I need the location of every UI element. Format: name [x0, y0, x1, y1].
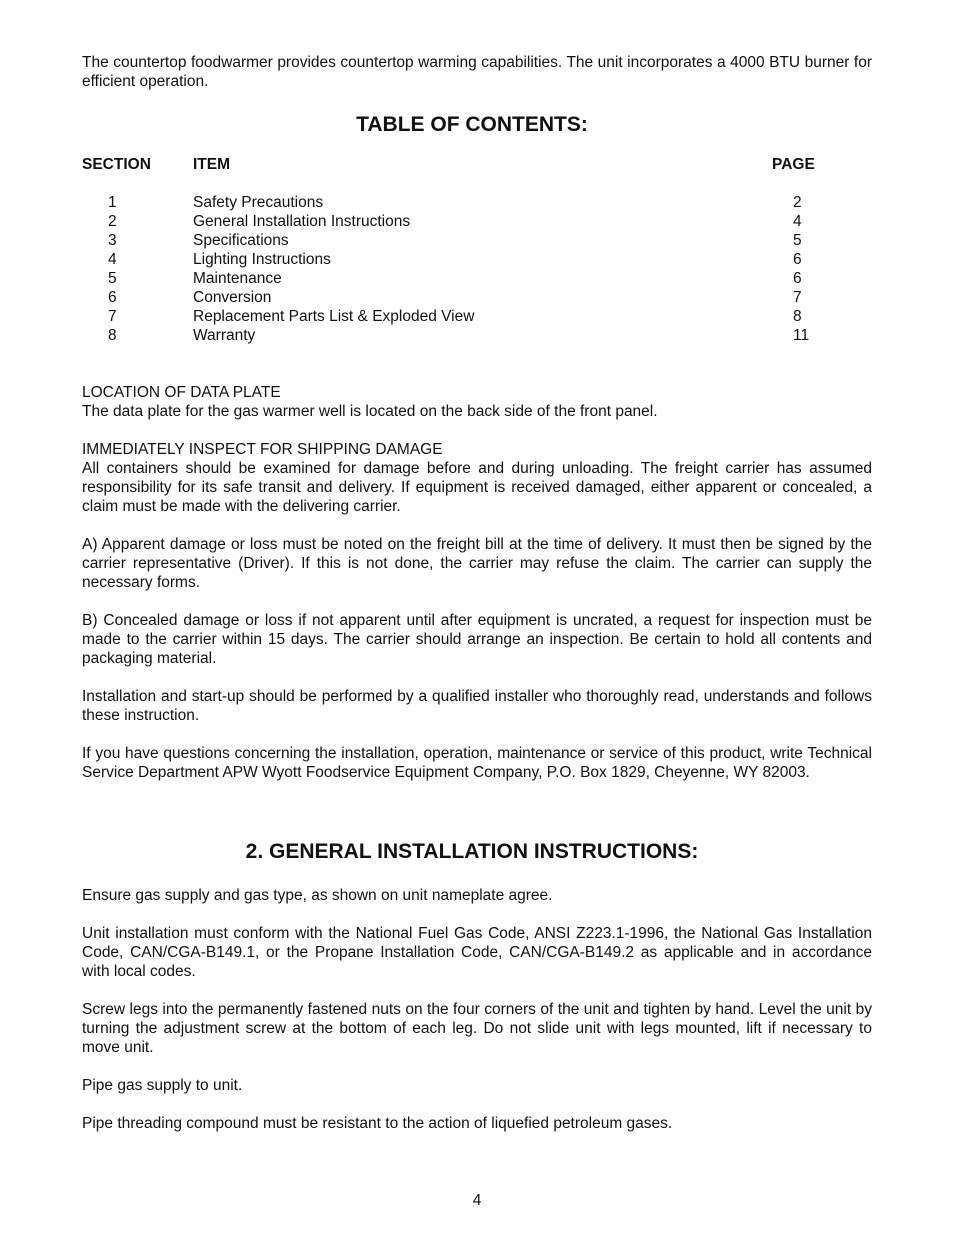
toc-row	[82, 231, 872, 250]
toc-item-title: Maintenance	[193, 270, 282, 287]
section-2-paragraph-5: Pipe threading compound must be resistant to the action of liquefied petroleum gases.	[82, 1115, 673, 1132]
toc-section-number: 6	[108, 289, 117, 306]
toc-section-number: 3	[108, 232, 117, 249]
toc-item-title: Lighting Instructions	[193, 251, 331, 268]
section-2-title: 2. GENERAL INSTALLATION INSTRUCTIONS:	[245, 840, 699, 863]
toc-page-number: 4	[793, 213, 802, 230]
questions-paragraph: If you have questions concerning the installation, operation, maintenance or service of this product, write Technical Service Department APW Wyott Foodservice Equipment Company, P.O. Box 1829, Cheyenne, WY 82003.	[82, 745, 872, 781]
toc-row	[82, 307, 872, 326]
data-plate-heading: LOCATION OF DATA PLATE	[82, 384, 281, 401]
shipping-damage-text: All containers should be examined for damage before and during unloading. The freight carrier has assumed responsibility for its safe transit and delivery. If equipment is received damaged, either apparent or concealed, a claim must be made with the delivering carrier.	[82, 460, 872, 515]
toc-row	[82, 193, 872, 212]
toc-section-number: 2	[108, 213, 117, 230]
page-number: 4	[472, 1192, 482, 1209]
toc-row	[82, 326, 872, 345]
toc-header-row	[82, 155, 872, 174]
toc-item-title: Specifications	[193, 232, 289, 249]
toc-item-title: Conversion	[193, 289, 272, 306]
document-page	[82, 53, 872, 1133]
toc-item-title: General Installation Instructions	[193, 213, 411, 230]
toc-header-item: ITEM	[193, 156, 231, 173]
toc-header-page: PAGE	[772, 156, 815, 173]
table-of-contents	[82, 155, 872, 345]
toc-item-title: Replacement Parts List & Exploded View	[193, 308, 475, 325]
data-plate-section	[82, 383, 872, 421]
toc-section-number: 5	[108, 270, 117, 287]
section-2-paragraph-3: Screw legs into the permanently fastened nuts on the four corners of the unit and tighten by hand. Level the unit by turning the adjustment screw at the bottom of each leg. Do not slide unit with legs mounted, lift if necessary to move unit.	[82, 1001, 872, 1056]
toc-page-number: 11	[793, 327, 810, 344]
toc-section-number: 7	[108, 308, 117, 325]
toc-row	[82, 269, 872, 288]
data-plate-text: The data plate for the gas warmer well is located on the back side of the front panel.	[82, 403, 658, 420]
toc-item-title: Warranty	[193, 327, 256, 344]
toc-page-number: 5	[793, 232, 802, 249]
section-2-paragraph-1: Ensure gas supply and gas type, as shown on unit nameplate agree.	[82, 887, 553, 904]
toc-page-number: 6	[793, 270, 802, 287]
toc-header-section: SECTION	[82, 156, 151, 173]
toc-item-title: Safety Precautions	[193, 194, 324, 211]
toc-section-number: 4	[108, 251, 117, 268]
toc-page-number: 8	[793, 308, 802, 325]
section-2-paragraph-4: Pipe gas supply to unit.	[82, 1077, 243, 1094]
toc-row	[82, 250, 872, 269]
toc-title: TABLE OF CONTENTS:	[356, 113, 588, 136]
installation-note-paragraph: Installation and start-up should be performed by a qualified installer who thoroughly read, understands and follows these instruction.	[82, 688, 872, 724]
shipping-damage-heading: IMMEDIATELY INSPECT FOR SHIPPING DAMAGE	[82, 441, 443, 458]
concealed-damage-paragraph: B) Concealed damage or loss if not apparent until after equipment is uncrated, a request for inspection must be made to the carrier within 15 days. The carrier should arrange an inspection. Be certain to hold all contents and packaging material.	[82, 612, 872, 667]
toc-section-number: 1	[108, 194, 117, 211]
toc-row	[82, 212, 872, 231]
intro-paragraph: The countertop foodwarmer provides countertop warming capabilities. The unit incorporates a 4000 BTU burner for efficient operation.	[82, 54, 872, 90]
section-2-paragraph-2: Unit installation must conform with the National Fuel Gas Code, ANSI Z223.1-1996, the National Gas Installation Code, CAN/CGA-B149.1, or the Propane Installation Code, CAN/CGA-B149.2 as applicable and in accordance with local codes.	[82, 925, 872, 980]
toc-page-number: 2	[793, 194, 802, 211]
toc-page-number: 7	[793, 289, 802, 306]
toc-row	[82, 288, 872, 307]
toc-page-number: 6	[793, 251, 802, 268]
shipping-damage-section	[82, 440, 872, 516]
toc-section-number: 8	[108, 327, 117, 344]
apparent-damage-paragraph: A) Apparent damage or loss must be noted on the freight bill at the time of delivery. It must then be signed by the carrier representative (Driver). If this is not done, the carrier may refuse the claim. The carrier can supply the necessary forms.	[82, 536, 872, 591]
